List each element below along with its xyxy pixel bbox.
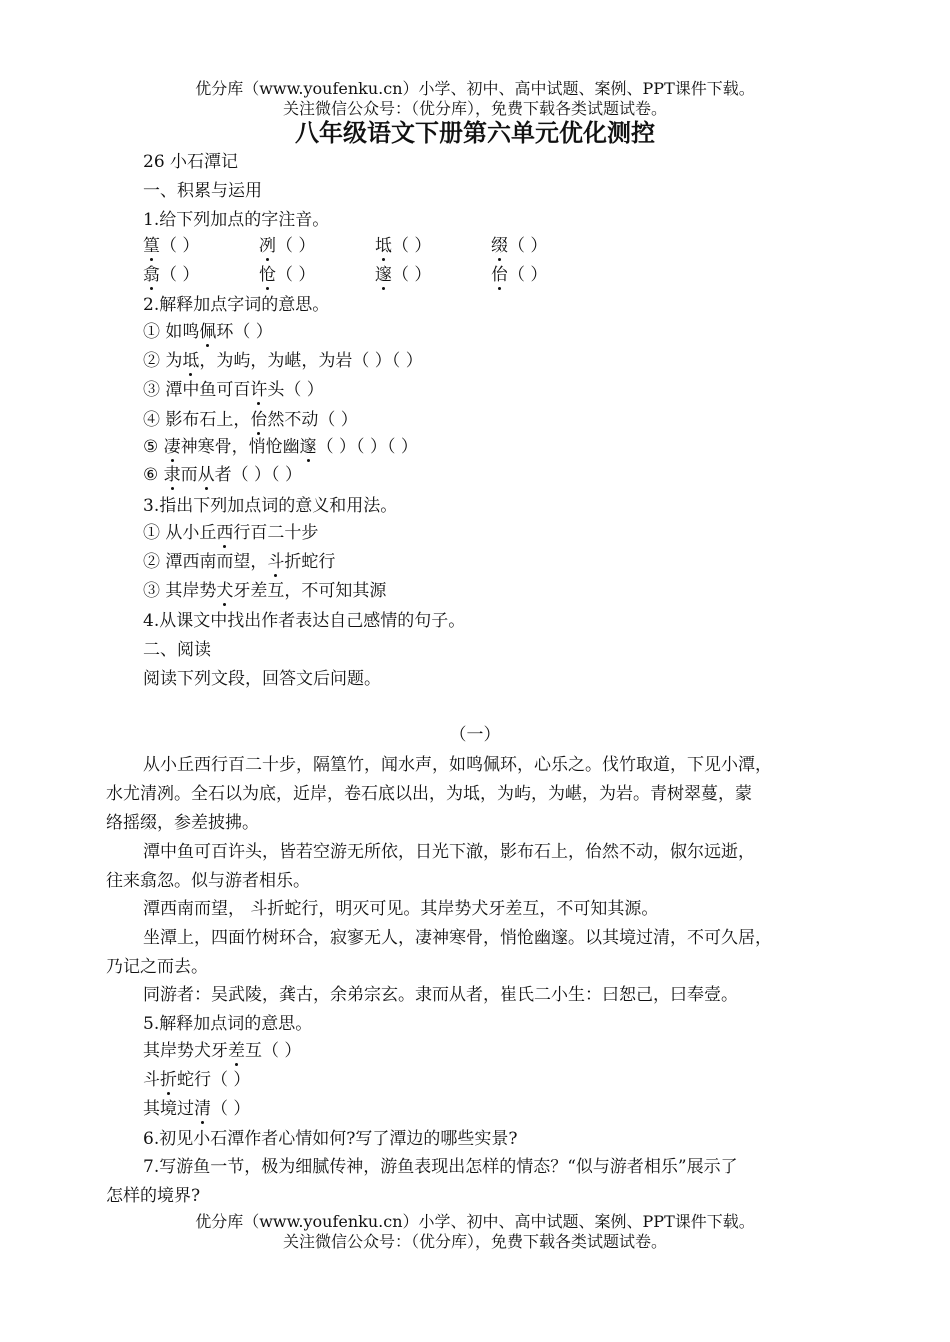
lesson-title: 26 小石潭记 [143,152,239,172]
question-1: 1.给下列加点的字注音。 [143,210,330,230]
passage-text: 潭中鱼可百许头，皆若空游无所依，日光下澈，影布石上，佁然不动，俶尔远逝， [143,842,755,862]
passage-text: 水尤清冽。全石以为底，近岸，卷石底以出，为坻，为屿，为嵁，为岩。青树翠蔓，蒙 [106,784,752,804]
site-footer-line1: 优分库（www.youfenku.cn）小学、初中、高中试题、案例、PPT课件下载。 [195,1212,755,1231]
q3-item-1: ① 从小丘西行百二十步 [143,523,319,543]
question-7: 7.写游鱼一节，极为细腻传神，游鱼表现出怎样的情态？“似与游者相乐”展示了 [143,1157,738,1177]
passage-text: 从小丘西行百二十步，隔篁竹，闻水声，如鸣佩环，心乐之。伐竹取道，下见小潭， [143,755,772,775]
q2-item-5: ⑤ 凄神寒骨，悄怆幽邃（ ）（ ）（ ） [143,437,418,457]
pinyin-item: 佁（ ） [491,265,548,285]
pinyin-item: 冽（ ） [259,236,316,256]
q3-item-2: ② 潭西南而望，斗折蛇行 [143,552,336,572]
pinyin-row-1 [143,234,607,258]
site-footer-line2: 关注微信公众号：（优分库），免费下载各类试题试卷。 [282,1232,667,1251]
pinyin-item: 邃（ ） [375,265,432,285]
question-6: 6.初见小石潭作者心情如何?写了潭边的哪些实景? [143,1129,518,1149]
pinyin-item: 怆（ ） [259,265,316,285]
passage-text: 往来翕忽。似与游者相乐。 [106,871,310,891]
pinyin-item: 缀（ ） [491,236,548,256]
passage-text: 络摇缀，参差披拂。 [106,813,259,833]
pinyin-item: 翕（ ） [143,265,200,285]
q3-item-3: ③ 其岸势犬牙差互，不可知其源 [143,581,387,601]
q5-item-1: 其岸势犬牙差互（ ） [143,1041,302,1061]
passage-label: （一） [449,725,501,745]
passage-text: 同游者：吴武陵，龚古，余弟宗玄。隶而从者，崔氏二小生：曰恕己，曰奉壹。 [143,985,738,1005]
pinyin-item: 篁（ ） [143,236,200,256]
q2-item-6: ⑥ 隶而从者（ ）（ ） [143,465,302,485]
question-4: 4.从课文中找出作者表达自己感情的句子。 [143,611,466,631]
section-heading-1: 一、积累与运用 [143,181,262,201]
page-title: 八年级语文下册第六单元优化测控 [295,119,655,147]
q2-item-4: ④ 影布石上，佁然不动（ ） [143,410,358,430]
question-2: 2.解释加点字词的意思。 [143,295,330,315]
question-7-cont: 怎样的境界? [106,1186,201,1206]
question-3: 3.指出下列加点词的意义和用法。 [143,496,398,516]
pinyin-row-2 [143,263,607,287]
question-5: 5.解释加点词的意思。 [143,1014,313,1034]
passage-text: 坐潭上，四面竹树环合，寂寥无人，凄神寒骨，悄怆幽邃。以其境过清，不可久居， [143,928,772,948]
q5-item-3: 其境过清（ ） [143,1099,251,1119]
q2-item-2: ② 为坻，为屿，为嵁，为岩（ ）（ ） [143,351,423,371]
passage-text: 潭西南而望， 斗折蛇行，明灭可见。其岸势犬牙差互，不可知其源。 [143,899,659,919]
site-header-line1: 优分库（www.youfenku.cn）小学、初中、高中试题、案例、PPT课件下载。 [195,79,755,98]
reading-instruction: 阅读下列文段，回答文后问题。 [143,669,381,689]
q2-item-3: ③ 潭中鱼可百许头（ ） [143,380,324,400]
q2-item-1: ① 如鸣佩环（ ） [143,322,273,342]
pinyin-item: 坻（ ） [375,236,432,256]
q5-item-2: 斗折蛇行（ ） [143,1070,251,1090]
section-heading-2: 二、阅读 [143,640,211,660]
passage-text: 乃记之而去。 [106,957,208,977]
site-header-line2: 关注微信公众号：（优分库），免费下载各类试题试卷。 [282,99,667,118]
